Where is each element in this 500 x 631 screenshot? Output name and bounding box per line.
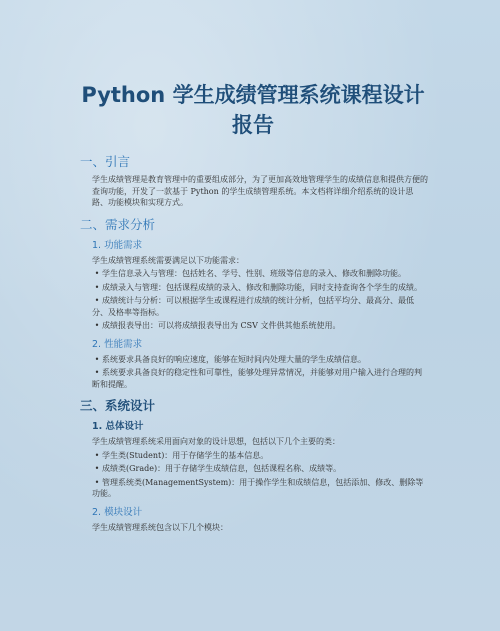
list-item: • 学生类(Student)：用于存储学生的基本信息。 [92,450,428,462]
bullet-icon: • [94,321,100,330]
list-item: • 成绩报表导出：可以将成绩报表导出为 CSV 文件供其他系统使用。 [92,320,428,332]
bullet-icon: • [94,450,100,460]
title-line-2: 报告 [232,113,274,137]
section-intro-heading: 一、引言 [80,154,131,169]
module-design-heading: 2. 模块设计 [92,506,143,518]
performance-requirements-heading: 2. 性能需求 [92,338,143,350]
bullet-icon: • [94,296,100,305]
bullet-icon: • [94,354,100,364]
bullet-icon: • [94,477,100,487]
list-item: • 管理系统类(ManagementSystem)：用于操作学生和成绩信息，包括添加、修改、删除等功能。 [92,477,424,498]
list-item: • 学生信息录入与管理：包括姓名、学号、性别、班级等信息的录入、修改和删除功能。 [92,268,428,280]
document-title [78,80,428,140]
list-item: • 成绩统计与分析：可以根据学生或课程进行成绩的统计分析，包括平均分、最高分、最低分、及格率等指标。 [92,296,414,317]
bullet-icon: • [94,269,100,278]
overall-design-intro: 学生成绩管理系统采用面向对象的设计思想，包括以下几个主要的类： [92,437,340,446]
list-item: • 系统要求具备良好的响应速度，能够在短时间内处理大量的学生成绩信息。 [92,354,428,366]
overall-design-list [78,450,428,500]
functional-requirements-list [78,268,428,332]
intro-paragraph: 学生成绩管理是教育管理中的重要组成部分，为了更加高效地管理学生的成绩信息和提供方便的查询功能，开发了一款基于 Python 的学生成绩管理系统。本文档将详细介绍系统的设计思路、功能模块和实现方式。 [92,175,428,207]
list-item: • 成绩类(Grade)：用于存储学生成绩信息，包括课程名称、成绩等。 [92,463,428,475]
document-content [78,80,428,535]
list-item: • 系统要求具备良好的稳定性和可靠性，能够处理异常情况，并能够对用户输入进行合理的判断和提醒。 [92,368,422,389]
section-requirements-heading: 二、需求分析 [80,216,156,232]
overall-design-heading: 1. 总体设计 [92,421,144,432]
bullet-icon: • [94,368,100,377]
module-design-intro: 学生成绩管理系统包含以下几个模块： [92,522,228,532]
bullet-icon: • [94,464,100,473]
section-design-heading: 三、系统设计 [80,398,156,413]
functional-requirements-intro: 学生成绩管理系统需要满足以下功能需求： [92,255,244,265]
list-item: • 成绩录入与管理：包括课程成绩的录入、修改和删除功能，同时支持查询各个学生的成绩。 [92,282,428,294]
title-line-1: Python 学生成绩管理系统课程设计 [81,83,425,107]
functional-requirements-heading: 1. 功能需求 [92,239,143,251]
bullet-icon: • [94,282,100,292]
performance-requirements-list [78,354,428,391]
